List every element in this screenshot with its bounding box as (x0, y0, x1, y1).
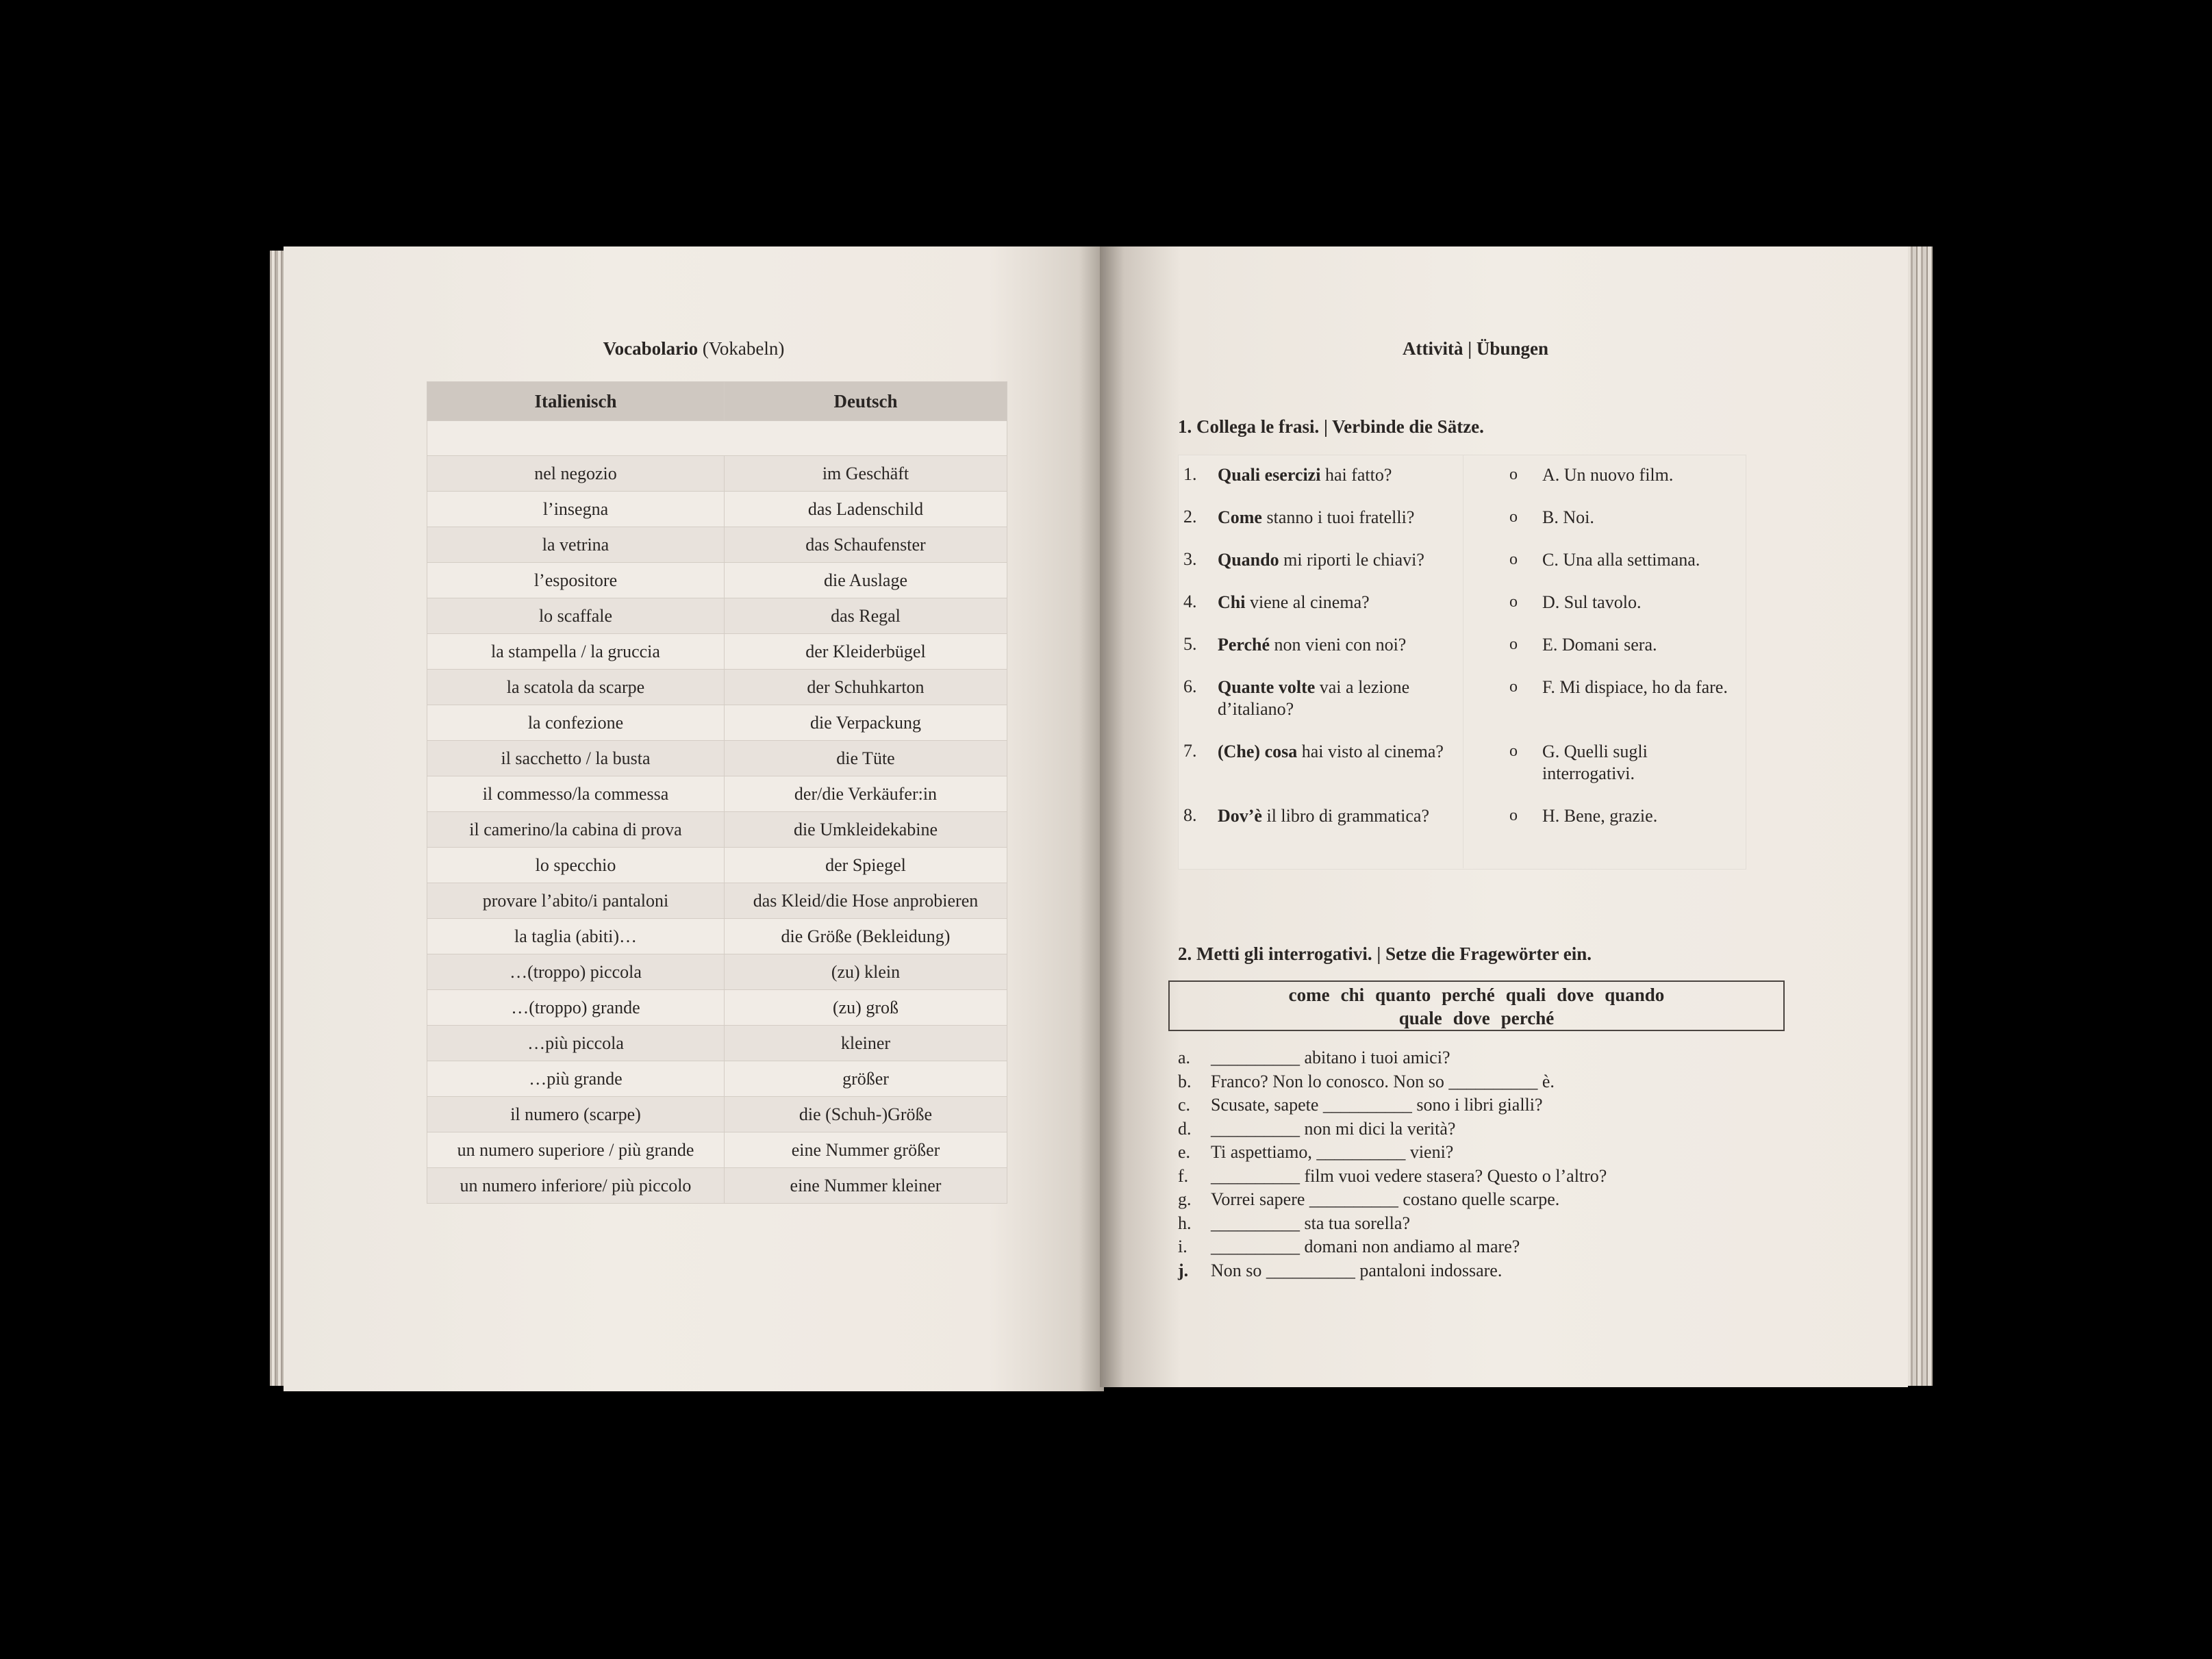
answer-bullet-icon: o (1509, 508, 1518, 526)
fill-in-letter: b. (1178, 1071, 1192, 1091)
question-rest: hai fatto? (1320, 465, 1392, 485)
vocab-italian-cell: …(troppo) piccola (427, 954, 725, 990)
vocab-italian-cell: l’insegna (427, 492, 725, 527)
question-number: 8. (1183, 805, 1197, 825)
vocab-spacer-row (427, 421, 1007, 456)
table-row (427, 1168, 1007, 1204)
table-row (427, 563, 1007, 598)
vocab-title (284, 338, 1104, 359)
question-text (1218, 676, 1457, 720)
header-deutsch: Deutsch (724, 382, 1007, 421)
fill-in-item (1178, 1213, 1794, 1235)
fill-in-sentence: Vorrei sapere __________ costano quelle scarpe. (1211, 1189, 1560, 1209)
table-row (427, 1061, 1007, 1097)
vocab-german-cell: der Schuhkarton (724, 670, 1007, 705)
vocab-german-cell: (zu) groß (724, 990, 1007, 1026)
fill-in-item (1178, 1095, 1794, 1117)
vocab-german-cell: größer (724, 1061, 1007, 1097)
vocab-italian-cell: un numero inferiore/ più piccolo (427, 1168, 725, 1204)
question-word: Chi (1218, 592, 1246, 612)
vocab-german-cell: eine Nummer kleiner (724, 1168, 1007, 1204)
fill-in-letter: f. (1178, 1165, 1189, 1186)
question-number: 6. (1183, 676, 1197, 696)
question-word: Dov’è (1218, 806, 1262, 826)
question-rest: hai visto al cinema? (1297, 742, 1444, 761)
vocab-german-cell: die Tüte (724, 741, 1007, 776)
question-number: 5. (1183, 634, 1197, 654)
vocab-italian-cell: provare l’abito/i pantaloni (427, 883, 725, 919)
fill-in-letter: c. (1178, 1095, 1191, 1115)
table-row (427, 990, 1007, 1026)
word-bank-word: perché (1500, 1008, 1555, 1028)
activities-title: Attività | Übungen (1403, 338, 1548, 359)
vocab-title-bold: Vocabolario (603, 338, 699, 359)
vocab-german-cell: das Kleid/die Hose anprobieren (724, 883, 1007, 919)
fill-in-item (1178, 1142, 1794, 1164)
fill-in-letter: e. (1178, 1142, 1191, 1162)
vocab-german-cell: die Größe (Bekleidung) (724, 919, 1007, 954)
question-number: 4. (1183, 592, 1197, 611)
table-row (427, 954, 1007, 990)
word-bank-word: quando (1605, 985, 1665, 1005)
fill-in-item (1178, 1166, 1794, 1188)
word-bank-word: dove (1557, 985, 1594, 1005)
answer-bullet-icon: o (1509, 466, 1518, 483)
vocab-italian-cell: la taglia (abiti)… (427, 919, 725, 954)
vocab-italian-cell: il sacchetto / la busta (427, 741, 725, 776)
question-number: 7. (1183, 741, 1197, 761)
vocab-german-cell: (zu) klein (724, 954, 1007, 990)
word-bank-word: dove (1453, 1008, 1490, 1028)
table-row (427, 634, 1007, 670)
question-text (1218, 805, 1457, 827)
fill-in-letter: a. (1178, 1048, 1191, 1067)
vocab-title-rest: (Vokabeln) (698, 338, 785, 359)
table-row (427, 598, 1007, 634)
vocab-german-cell: die (Schuh-)Größe (724, 1097, 1007, 1132)
fill-in-item (1178, 1072, 1794, 1093)
table-row (427, 705, 1007, 741)
fill-in-letter: d. (1178, 1118, 1192, 1139)
question-text (1218, 741, 1457, 763)
vocab-german-cell: die Verpackung (724, 705, 1007, 741)
fill-in-item (1178, 1261, 1794, 1282)
fill-in-sentence: __________ sta tua sorella? (1211, 1213, 1410, 1233)
question-rest: viene al cinema? (1245, 592, 1370, 612)
fill-in-sentence: __________ non mi dici la verità? (1211, 1118, 1456, 1139)
question-word: Perché (1218, 635, 1270, 655)
vocab-spacer-cell (427, 421, 1007, 456)
answer-text: H. Bene, grazie. (1542, 806, 1658, 826)
fill-in-sentence: Ti aspettiamo, __________ vieni? (1211, 1142, 1454, 1162)
vocab-italian-cell: il commesso/la commessa (427, 776, 725, 812)
answer-text: C. Una alla settimana. (1542, 550, 1700, 570)
fill-in-item (1178, 1189, 1794, 1211)
table-row (427, 1132, 1007, 1168)
vocab-german-cell: das Ladenschild (724, 492, 1007, 527)
vocab-italian-cell: il numero (scarpe) (427, 1097, 725, 1132)
vocab-german-cell: der Spiegel (724, 848, 1007, 883)
left-page (284, 246, 1104, 1391)
fill-in-sentence: Scusate, sapete __________ sono i libri gialli? (1211, 1095, 1543, 1115)
table-row (427, 776, 1007, 812)
table-row (427, 456, 1007, 492)
answer-bullet-icon: o (1509, 807, 1518, 824)
question-rest: stanno i tuoi fratelli? (1261, 507, 1415, 527)
vocab-italian-cell: la stampella / la gruccia (427, 634, 725, 670)
vocab-italian-cell: nel negozio (427, 456, 725, 492)
table-row (427, 848, 1007, 883)
vocab-german-cell: eine Nummer größer (724, 1132, 1007, 1168)
fill-in-sentence: Franco? Non lo conosco. Non so __________ è. (1211, 1071, 1555, 1091)
table-row (427, 492, 1007, 527)
exercise-1-title: 1. Collega le frasi. | Verbinde die Sätze. (1178, 416, 1484, 437)
vocab-italian-cell: la scatola da scarpe (427, 670, 725, 705)
table-row (427, 741, 1007, 776)
table-row (427, 883, 1007, 919)
answer-text: F. Mi dispiace, ho da fare. (1542, 677, 1728, 697)
word-bank-word: quali (1505, 985, 1546, 1005)
question-text (1218, 464, 1457, 486)
vocab-german-cell: die Auslage (724, 563, 1007, 598)
exercise-2-title: 2. Metti gli interrogativi. | Setze die Fragewörter ein. (1178, 944, 1592, 964)
word-bank (1168, 980, 1785, 1031)
question-word: Quando (1218, 550, 1279, 570)
question-text (1218, 592, 1457, 613)
fill-in-sentence: __________ film vuoi vedere stasera? Questo o l’altro? (1211, 1165, 1607, 1186)
word-bank-word: chi (1340, 985, 1365, 1005)
vocab-german-cell: der Kleiderbügel (724, 634, 1007, 670)
answer-bullet-icon: o (1509, 635, 1518, 653)
table-row (427, 527, 1007, 563)
fill-in-item (1178, 1237, 1794, 1258)
answer-bullet-icon: o (1509, 550, 1518, 568)
vocab-italian-cell: lo scaffale (427, 598, 725, 634)
vocab-italian-cell: …più piccola (427, 1026, 725, 1061)
fill-in-letter: g. (1178, 1189, 1192, 1209)
fill-in-item (1178, 1119, 1794, 1141)
word-bank-word: perché (1442, 985, 1495, 1005)
fill-in-sentence: __________ domani non andiamo al mare? (1211, 1237, 1520, 1256)
vocab-italian-cell: l’espositore (427, 563, 725, 598)
vocab-italian-cell: il camerino/la cabina di prova (427, 812, 725, 848)
vocab-german-cell: das Regal (724, 598, 1007, 634)
question-text (1218, 549, 1457, 571)
word-bank-line-2 (1170, 1006, 1783, 1030)
word-bank-word: come (1288, 985, 1330, 1005)
vocab-header-row (427, 382, 1007, 421)
table-row (427, 1097, 1007, 1132)
vocab-table (427, 381, 1007, 1204)
fill-in-letter: i. (1178, 1237, 1187, 1256)
vocab-italian-cell: la vetrina (427, 527, 725, 563)
header-italienisch: Italienisch (427, 382, 725, 421)
word-bank-line-1 (1170, 983, 1783, 1006)
word-bank-word: quale (1398, 1008, 1442, 1028)
answer-bullet-icon: o (1509, 678, 1518, 696)
question-word: Quali esercizi (1218, 465, 1321, 485)
question-rest: mi riporti le chiavi? (1279, 550, 1424, 570)
fill-in-sentence: Non so __________ pantaloni indossare. (1211, 1260, 1503, 1280)
fill-in-sentence: __________ abitano i tuoi amici? (1211, 1048, 1450, 1067)
table-row (427, 1026, 1007, 1061)
fill-in-item (1178, 1048, 1794, 1069)
vocab-italian-cell: lo specchio (427, 848, 725, 883)
vocab-german-cell: das Schaufenster (724, 527, 1007, 563)
fill-in-letter: h. (1178, 1213, 1192, 1233)
question-word: Quante volte (1218, 677, 1316, 697)
question-rest: il libro di grammatica? (1261, 806, 1430, 826)
table-row (427, 812, 1007, 848)
question-rest: vai a lezione d’italiano? (1218, 677, 1410, 719)
word-bank-word: quanto (1375, 985, 1431, 1005)
question-word: Come (1218, 507, 1262, 527)
question-rest: non vieni con noi? (1270, 635, 1407, 655)
vocab-german-cell: kleiner (724, 1026, 1007, 1061)
question-text (1218, 634, 1457, 656)
answer-text: E. Domani sera. (1542, 635, 1657, 655)
question-number: 3. (1183, 549, 1197, 569)
answer-text: B. Noi. (1542, 507, 1594, 527)
question-text (1218, 507, 1457, 529)
vocab-italian-cell: un numero superiore / più grande (427, 1132, 725, 1168)
answer-bullet-icon: o (1509, 593, 1518, 611)
vocab-italian-cell: …(troppo) grande (427, 990, 725, 1026)
vocab-german-cell: im Geschäft (724, 456, 1007, 492)
answer-text: D. Sul tavolo. (1542, 592, 1642, 612)
table-row (427, 670, 1007, 705)
vocab-german-cell: die Umkleidekabine (724, 812, 1007, 848)
answer-text: G. Quelli sugli interrogativi. (1542, 742, 1648, 783)
question-number: 2. (1183, 507, 1197, 527)
question-word: (Che) cosa (1218, 742, 1298, 761)
answer-text: A. Un nuovo film. (1542, 465, 1674, 485)
vocab-italian-cell: …più grande (427, 1061, 725, 1097)
vocab-german-cell: der/die Verkäufer:in (724, 776, 1007, 812)
answer-bullet-icon: o (1509, 742, 1518, 760)
vocab-italian-cell: la confezione (427, 705, 725, 741)
table-row (427, 919, 1007, 954)
fill-in-letter: j. (1178, 1260, 1189, 1280)
question-number: 1. (1183, 464, 1197, 484)
